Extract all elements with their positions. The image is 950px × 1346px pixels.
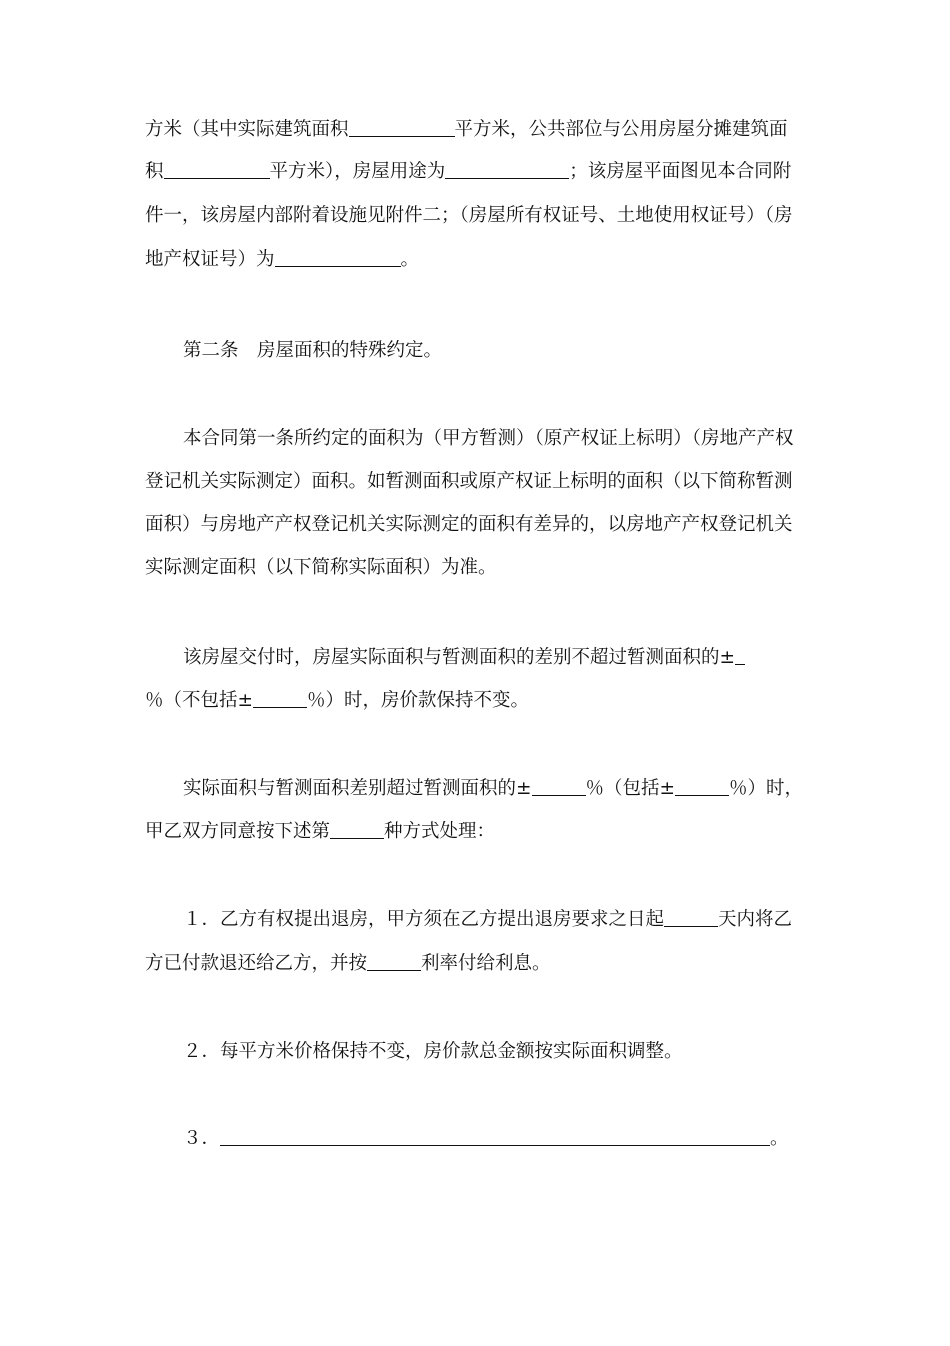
text: ％）时， xyxy=(729,778,804,799)
fill-blank-exceed-1 xyxy=(532,777,586,796)
clause-2-para-3-line-1 xyxy=(183,774,803,804)
text: 方米（其中实际建筑面积 xyxy=(145,119,349,140)
text: 。 xyxy=(770,1128,789,1149)
text: 。 xyxy=(400,249,420,270)
clause-2-para-2-line-1 xyxy=(183,643,745,673)
clause-1-line-3 xyxy=(145,201,793,231)
text: 平方米，公共部位与公用房屋分摊建筑面 xyxy=(454,119,788,140)
text: 地产权证号）为 xyxy=(145,249,275,270)
text: １．乙方有权提出退房，甲方须在乙方提出退房要求之日起 xyxy=(183,909,665,930)
fill-blank-tolerance xyxy=(735,646,745,665)
option-2-line: ２．每平方米价格保持不变，房价款总金额按实际面积调整。 xyxy=(183,1041,683,1062)
fill-blank-cert-no xyxy=(275,248,401,267)
clause-2-para-1-line-4: 实际测定面积（以下简称实际面积）为准。 xyxy=(145,557,497,578)
option-3-line xyxy=(183,1124,789,1154)
fill-blank-actual-area xyxy=(349,118,455,137)
text: 积 xyxy=(145,161,164,182)
text: ％（包括± xyxy=(585,778,676,799)
fill-blank-tolerance-excl xyxy=(253,689,307,708)
option-1-line-1 xyxy=(183,905,792,935)
text: 甲乙双方同意按下述第 xyxy=(145,821,331,842)
clause-2-para-3-line-2 xyxy=(145,817,495,847)
fill-blank-option-3 xyxy=(220,1127,770,1146)
clause-2-para-1-line-1: 本合同第一条所约定的面积为（甲方暂测）（原产权证上标明）（房地产产权 xyxy=(183,428,794,449)
clause-1-line-1 xyxy=(145,115,788,145)
text: 方已付款退还给乙方，并按 xyxy=(145,953,368,974)
text: ３． xyxy=(183,1128,221,1149)
text: 天内将乙 xyxy=(718,909,793,930)
fill-blank-days xyxy=(664,908,718,927)
clause-1-line-2 xyxy=(145,157,791,187)
option-1-line-2 xyxy=(145,949,551,979)
text: 该房屋交付时，房屋实际面积与暂测面积的差别不超过暂测面积的± xyxy=(183,647,736,668)
fill-blank-exceed-2 xyxy=(675,777,729,796)
clause-2-heading: 第二条 房屋面积的特殊约定。 xyxy=(183,340,443,361)
text: ％）时，房价款保持不变。 xyxy=(307,690,530,711)
text: 种方式处理： xyxy=(384,821,496,842)
text: ％（不包括± xyxy=(145,690,254,711)
text: 利率付给利息。 xyxy=(421,953,551,974)
clause-2-para-2-line-2 xyxy=(145,686,529,716)
text: 实际面积与暂测面积差别超过暂测面积的± xyxy=(183,778,532,799)
text: 件一，该房屋内部附着设施见附件二；（房屋所有权证号、土地使用权证号）（房 xyxy=(145,205,793,226)
clause-2-para-1-line-3: 面积）与房地产产权登记机关实际测定的面积有差异的，以房地产产权登记机关 xyxy=(145,514,793,535)
text: 平方米），房屋用途为 xyxy=(269,161,446,182)
fill-blank-method-no xyxy=(330,820,384,839)
text: ；该房屋平面图见本合同附 xyxy=(569,161,792,182)
clause-2-para-1-line-2: 登记机关实际测定）面积。如暂测面积或原产权证上标明的面积（以下简称暂测 xyxy=(145,471,793,492)
clause-1-line-4 xyxy=(145,245,419,275)
fill-blank-shared-area xyxy=(164,160,270,179)
fill-blank-interest-rate xyxy=(367,952,421,971)
fill-blank-usage xyxy=(445,160,569,179)
